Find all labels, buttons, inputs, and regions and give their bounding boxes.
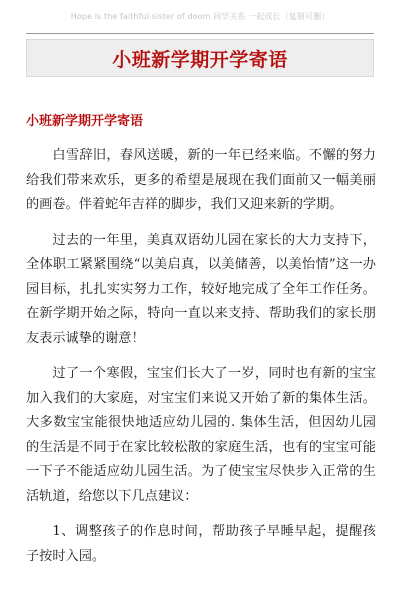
title-banner [26,39,374,77]
page-title: 小班新学期开学寄语 [112,48,288,71]
header-divider [26,33,374,34]
section-heading: 小班新学期开学寄语 [26,114,144,129]
body-content [26,144,376,580]
paragraph-2: 过去的一年里，美真双语幼儿园在家长的大力支持下，全体职工紧紧围绕“以美启真，以美储善，以美怡情”这一办园目标，扎扎实实努力工作，较好地完成了全年工作任务。在新学期开始之际，特向一直以来支持、帮助我们的家长朋友表示诚挚的谢意！ [26,232,376,346]
header-watermark: Hope is the faithful sister of doom 同学关系 一起成长（复制可删） [70,12,330,21]
paragraph-1: 白雪辞旧，春风送暖，新的一年已经来临。不懈的努力给我们带来欢乐，更多的希望是展现在我们面前又一幅美丽的画卷。伴着蛇年吉祥的脚步，我们又迎来新的学期。 [26,148,376,212]
paragraph-4: 1、调整孩子的作息时间，帮助孩子早睡早起，提醒孩子按时入园。 [26,524,376,564]
paragraph-3: 过了一个寒假，宝宝们长大了一岁，同时也有新的宝宝加入我们的大家庭，对宝宝们来说又开始了新的集体生活。大多数宝宝能很快地适应幼儿园的. 集体生活，但因幼儿园的生活是不同于在家比较松散的家庭生活，也有的宝宝可能一下子不能适应幼儿园生活。为了使宝宝尽快步入正常的生活轨道，给您以下几点建议： [26,366,376,504]
